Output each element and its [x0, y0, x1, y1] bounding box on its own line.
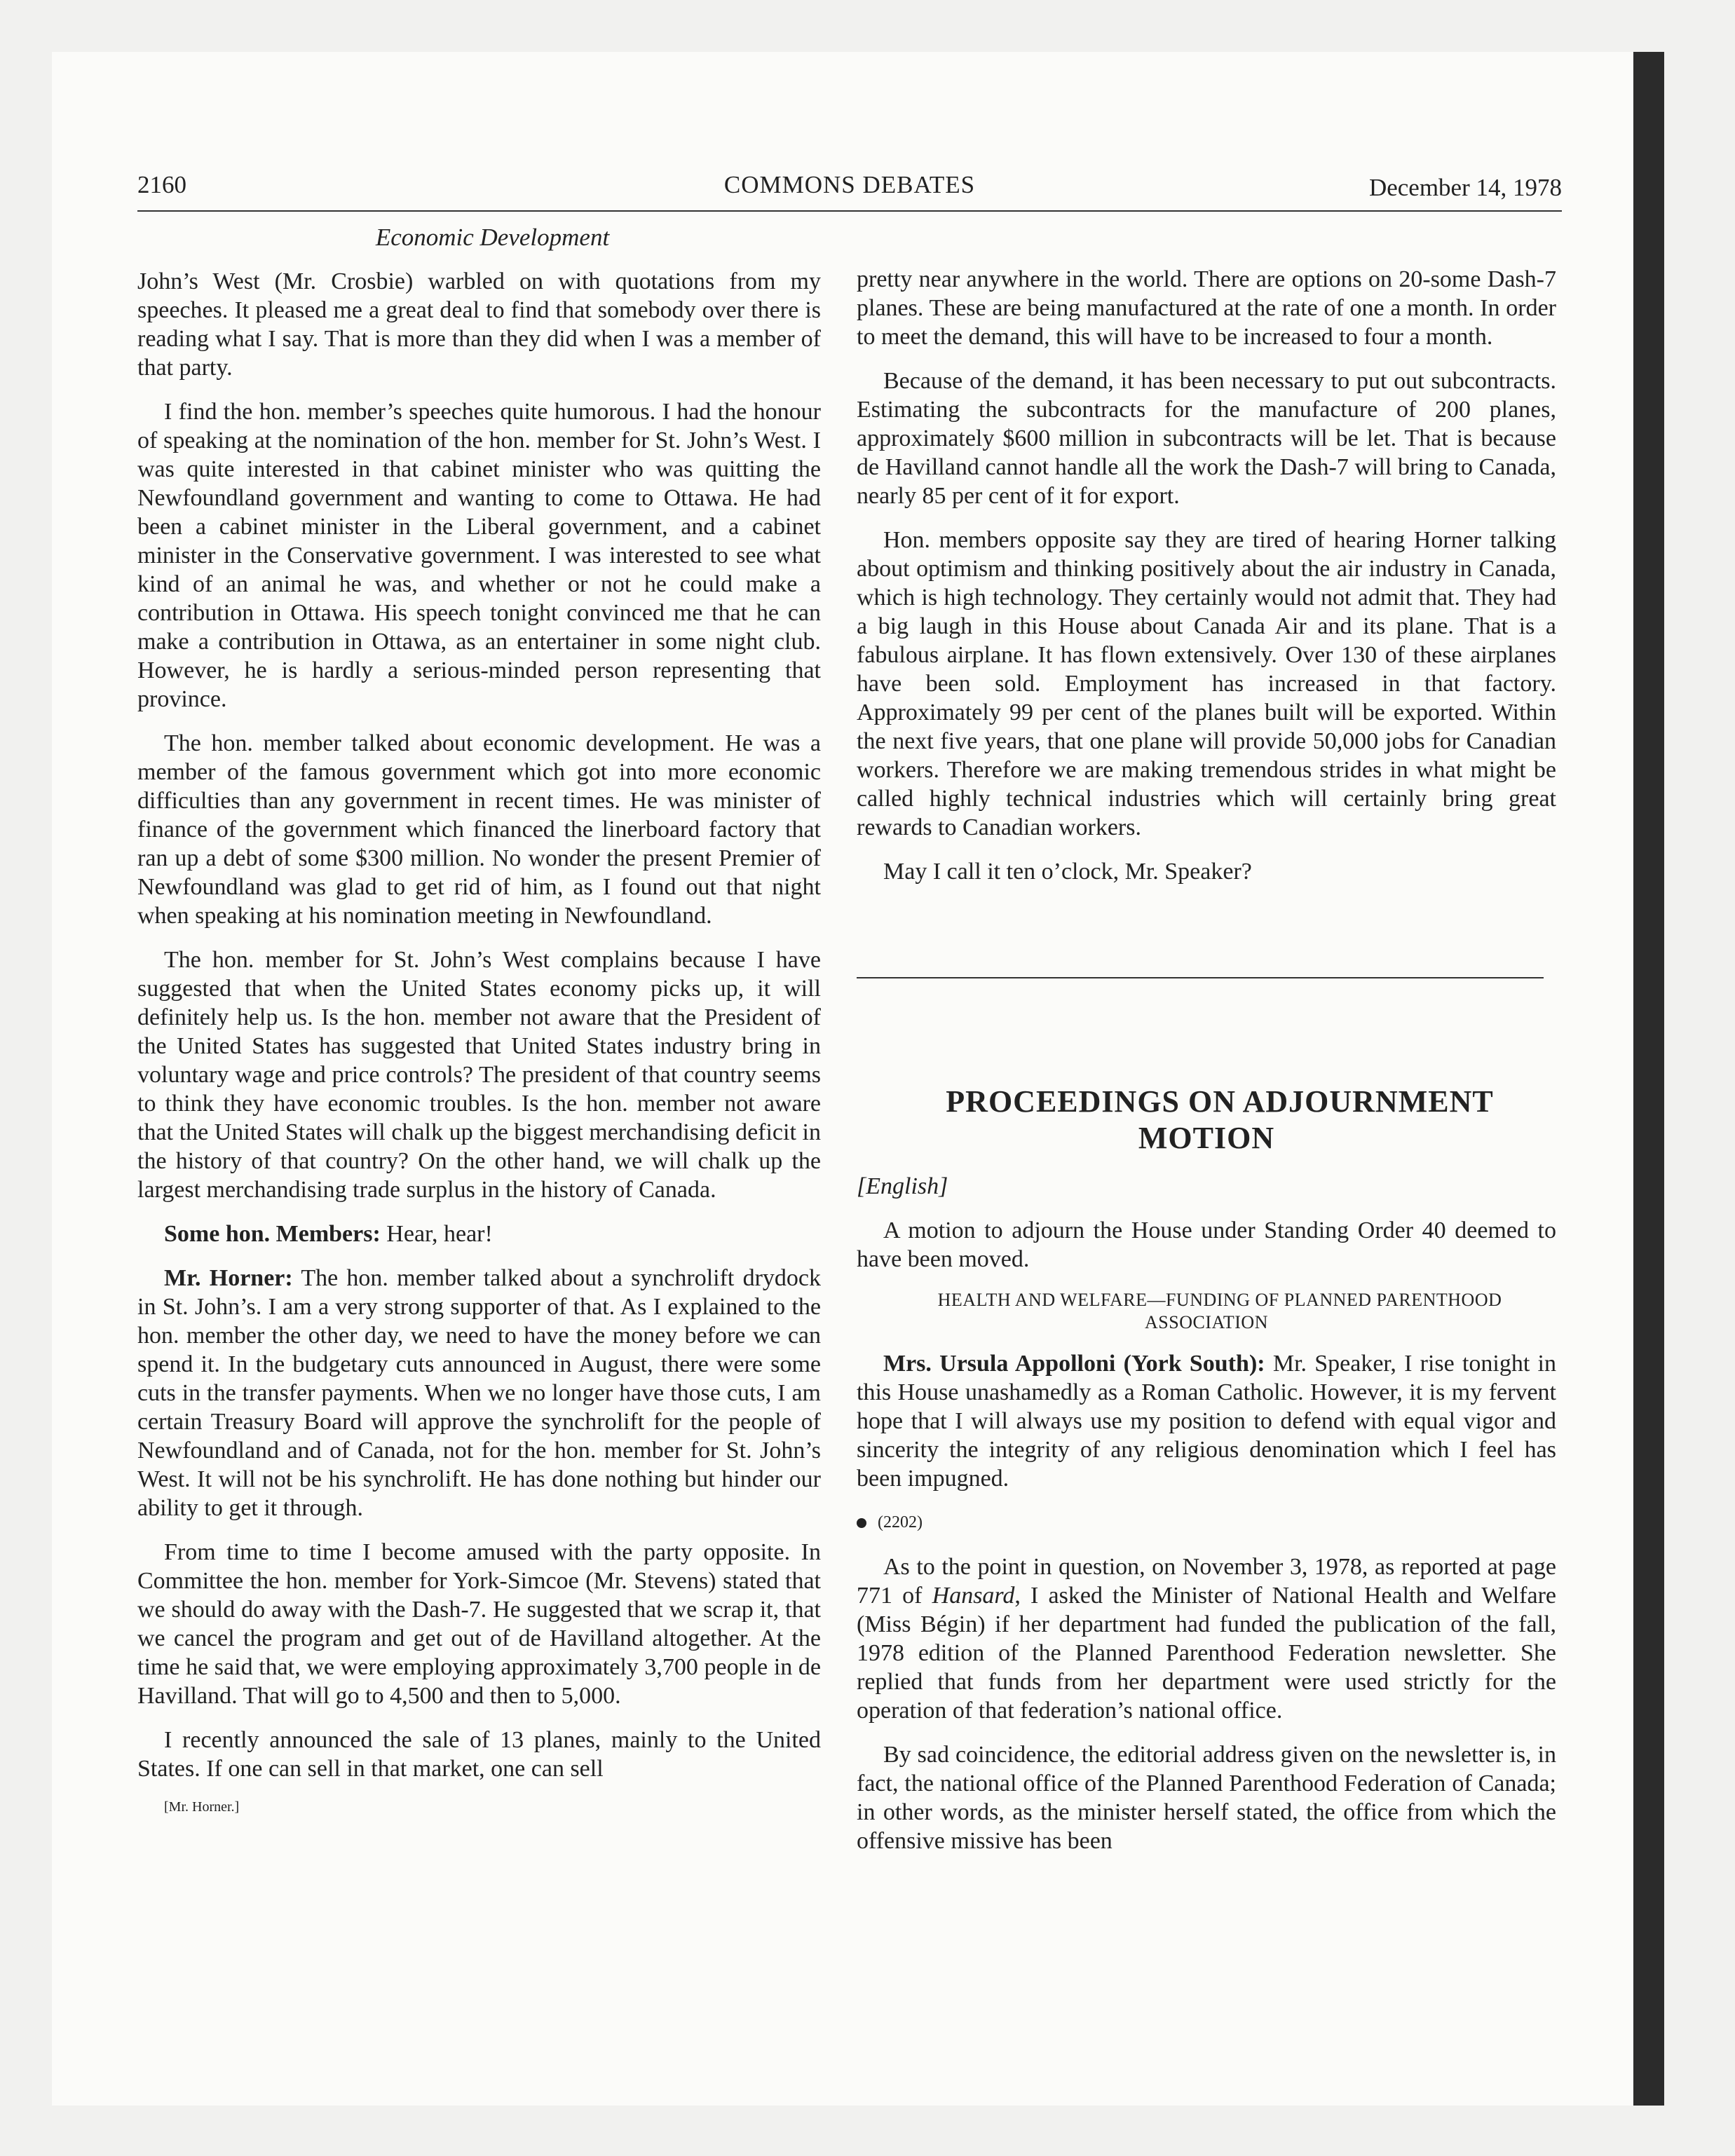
- publication-date: December 14, 1978: [1368, 174, 1562, 201]
- paragraph: [857, 1553, 1556, 1725]
- page-header: [137, 171, 1562, 212]
- publication-title: COMMONS DEBATES: [723, 171, 976, 198]
- paragraph: Because of the demand, it has been necessary to put out subcontracts. Estimating the subcontracts for the manufacture of 200 planes, approximately $600 million in subcontracts will be let. That is because de Havilland cannot handle all the work the Dash-7 will bring to Canada, nearly 85 per cent of it for export.: [857, 368, 1556, 509]
- paragraph: May I call it ten o’clock, Mr. Speaker?: [883, 859, 1252, 885]
- paragraph: pretty near anywhere in the world. There are options on 20-some Dash-7 planes. These are being manufactured at the rate of one a month. In order to meet the demand, this will have to be increased to four a month.: [857, 266, 1556, 350]
- interjection: [137, 1220, 821, 1248]
- paragraph-text: , I asked the Minister of National Health and Welfare (Miss Bégin) if her department had funded the publication of the fall, 1978 edition of the Planned Parenthood Federation newsletter. She replied that funds from her department were used strictly for the operation of that federation’s national office.: [857, 1583, 1556, 1724]
- interjection-text: Hear, hear!: [386, 1221, 493, 1247]
- language-note: [English]: [857, 1173, 948, 1199]
- paragraph: The hon. member talked about economic development. He was a member of the famous government which got into more economic difficulties than any government in recent times. He was minister of finance of the government which financed the linerboard factory that ran up a debt of some $300 million. No wonder the present Premier of Newfoundland was glad to get rid of him, as I found out that night when speaking at his nomination meeting in Newfoundland.: [137, 730, 821, 929]
- time-marker-text: (2202): [878, 1513, 923, 1531]
- page-number: 2160: [137, 171, 186, 198]
- speech-text: Mr. Speaker, I rise tonight in this House unashamedly as a Roman Catholic. However, it is my fervent hope that I will always use my position to defend with equal vigor and sincerity the integrity of any religious denomination which I feel has been impugned.: [857, 1351, 1556, 1492]
- proceedings-heading: PROCEEDINGS ON ADJOURNMENT MOTION: [946, 1084, 1494, 1155]
- debate-subheading: HEALTH AND WELFARE—FUNDING OF PLANNED PARENTHOOD ASSOCIATION: [937, 1290, 1502, 1332]
- section-heading: Economic Development: [375, 224, 610, 251]
- speaker-attribution: [Mr. Horner.]: [164, 1799, 240, 1815]
- paragraph: I find the hon. member’s speeches quite humorous. I had the honour of speaking at the nomination of the hon. member for St. John’s West. I was quite interested in that cabinet minister who was quitting the Newfoundland government and wanting to come to Ottawa. He had been a cabinet minister in the Liberal government, and a cabinet minister in the Conservative government. I was interested to see what kind of an animal he was, and whether or not he could make a contribution in Ottawa. His speech tonight convinced me that he can make a contribution in Ottawa, as an entertainer in some night club. However, he is hardly a serious-minded person representing that province.: [137, 399, 821, 712]
- speaker-name: Mrs. Ursula Appolloni (York South):: [883, 1351, 1265, 1377]
- right-column: [857, 265, 1556, 1871]
- bullet-icon: [857, 1518, 866, 1528]
- speaker-name: Mr. Horner:: [164, 1265, 293, 1291]
- paragraph: From time to time I become amused with the party opposite. In Committee the hon. member for York-Simcoe (Mr. Stevens) stated that we should do away with the Dash-7. He suggested that we scrap it, that we cancel the program and get out of de Havilland altogether. At the time he said that, we were employing approximately 3,700 people in de Havilland. That will go to 4,500 and then to 5,000.: [137, 1539, 821, 1709]
- paragraph: The hon. member for St. John’s West complains because I have suggested that when the United States economy picks up, it will definitely help us. Is the hon. member not aware that the President of the United States has suggested that United States industry bring in voluntary wage and price controls? The president of that country seems to think they have economic troubles. Is the hon. member not aware that the United States will chalk up the biggest merchandising deficit in the history of that country? On the other hand, we will chalk up the largest merchandising trade surplus in the history of Canada.: [137, 947, 821, 1203]
- speaker-name: Some hon. Members:: [164, 1221, 381, 1247]
- scan-edge-shadow: [1633, 52, 1664, 2106]
- motion-paragraph: A motion to adjourn the House under Standing Order 40 deemed to have been moved.: [857, 1217, 1556, 1272]
- paragraph: I recently announced the sale of 13 planes, mainly to the United States. If one can sell in that market, one can sell: [137, 1727, 821, 1782]
- left-column: [137, 223, 821, 1831]
- paragraph-text: As to the point in question, on November 3, 1978, as reported at page 771 of: [857, 1554, 1556, 1609]
- paragraph: Hon. members opposite say they are tired of hearing Horner talking about optimism and thinking positively about the air industry in Canada, which is high technology. They certainly would not admit that. They had a big laugh in this House about Canada Air and its plane. That is a fabulous airplane. It has flown extensively. Over 130 of these airplanes have been sold. Employment has increased in that factory. Approximately 99 per cent of the planes built will be exported. Within the next five years, that one plane will provide 50,000 jobs for Canadian workers. Therefore we are making tremendous strides in what might be called highly technical industries which will certainly bring great rewards to Canadian workers.: [857, 527, 1556, 840]
- paragraph: John’s West (Mr. Crosbie) warbled on with quotations from my speeches. It pleased me a great deal to find that somebody over there is reading what I say. That is more than they did when I was a member of that party.: [137, 268, 821, 381]
- speech-text: The hon. member talked about a synchrolift drydock in St. John’s. I am a very strong supporter of that. As I explained to the hon. member the other day, we need to have the money before we can spend it. In the budgetary cuts announced in August, there were some cuts in the transfer payments. When we no longer have those cuts, I am certain Treasury Board will approve the synchrolift for the people of Newfoundland and of Canada, not for the hon. member for St. John’s West. It will not be his synchrolift. He has done nothing but hinder our ability to get it through.: [137, 1265, 822, 1521]
- paragraph: By sad coincidence, the editorial address given on the newsletter is, in fact, the national office of the Planned Parenthood Federation of Canada; in other words, as the minister herself stated, the office from which the offensive missive has been: [857, 1742, 1556, 1854]
- speech-paragraph: [137, 1264, 821, 1522]
- speech-paragraph: [857, 1349, 1556, 1493]
- hansard-reference: Hansard: [932, 1583, 1015, 1609]
- section-divider: [857, 977, 1544, 978]
- time-marker: [857, 1508, 1556, 1537]
